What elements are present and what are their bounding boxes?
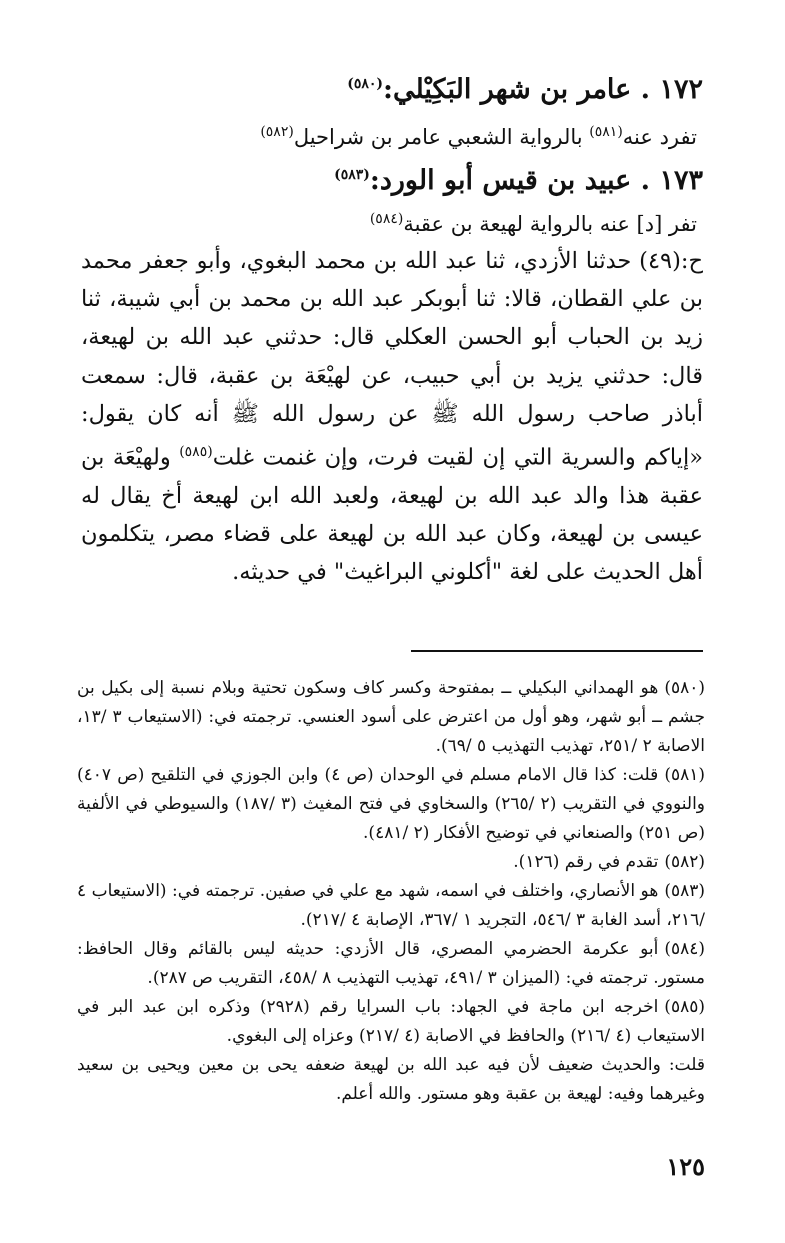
entry-line-text: تفر [د] عنه بالرواية لهيعة بن عقبة bbox=[403, 212, 697, 236]
footnote-ref: (٥٨٣) bbox=[334, 167, 370, 183]
entry-line-172 bbox=[77, 116, 697, 153]
entry-heading-text: ١٧٣ . عبيد بن قيس أبو الورد: bbox=[369, 165, 703, 196]
footnote-ref: (٥٨١) bbox=[589, 124, 623, 140]
footnote-remark: قلت: والحديث ضعيف لأن فيه عبد الله بن لهيعة ضعفه يحى بن معين ويحيى بن سعيد وغيرهما وفيه: لهيعة بن عقبة وهو مستور. والله أعلم. bbox=[77, 1055, 705, 1104]
footnote-ref: (٥٨٤) bbox=[369, 211, 404, 227]
hadith-text-part2: ولهيْعَة بن عقبة هذا والد عبد الله بن لهيعة، ولعبد الله ابن لهيعة أخ يقال له عيسى بن لهيعة، وكان عبد الله بن لهيعة على قضاء مصر، يتكلمون أهل الحديث على لغة "أكلوني البراغيث" في حديثه. bbox=[81, 444, 703, 586]
entry-heading-172 bbox=[63, 66, 703, 108]
footnote-text: اخرجه ابن ماجة في الجهاد: باب السرايا رقم (٢٩٢٨) وذكره ابن عبد البر في الاستيعاب (٤ /٢١٦) والحافظ في الاصابة (٤ /٢١٧) وعزاه إلى البغوي. bbox=[77, 997, 705, 1046]
entry-line-173 bbox=[77, 203, 697, 240]
footnotes-section bbox=[77, 674, 705, 1109]
footnote-text: هو الأنصاري، واختلف في اسمه، شهد مع علي في صفين. ترجمته في: (الاستيعاب ٤ /٢١٦، أسد الغابة ٣ /٥٤٦، التجريد ١ /٣٦٧، الإصابة ٤ /٢١٧). bbox=[77, 881, 705, 930]
entry-line-rest: بالرواية الشعبي عامر بن شراحيل bbox=[293, 125, 590, 149]
footnote-text: قلت: كذا قال الامام مسلم في الوحدان (ص ٤) وابن الجوزي في التلقيح (ص ٤٠٧) والنووي في التقريب (٢ /٢٦٥) والسخاوي في فتح المغيث (٣ /١٨٧) والسيوطي في الألفية (ص ٢٥١) والصنعاني في توضيح الأفكار (٢ /٤٨١). bbox=[77, 765, 705, 843]
footnote-number: (٥٨٤) bbox=[664, 939, 705, 959]
entry-heading-text: ١٧٢ . عامر بن شهر البَكِيْلي: bbox=[383, 74, 703, 105]
hadith-text-part1: ح:(٤٩) حدثنا الأزدي، ثنا عبد الله بن محمد البغوي، وأبو جعفر محمد بن علي القطان، قالا: ثنا أبوبكر عبد الله بن محمد بن أبي شيبة، ثنا زيد بن الحباب أبو الحسن العكلي قال: حدثني عبد الله بن لهيعة، قال: حدثني يزيد بن أبي حبيب، عن لهيْعَة بن عقبة، قال: سمعت أباذر صاحب رسول الله ﷺ عن رسول الله ﷺ أنه كان يقول: «إياكم والسرية التي إن لقيت فرت، وإن غنمت غلت bbox=[81, 248, 703, 471]
footnote-number: (٥٨٢) bbox=[664, 852, 705, 872]
footnote-number: (٥٨٥) bbox=[664, 997, 705, 1017]
footnote-582 bbox=[77, 848, 705, 877]
footnote-ref: (٥٨٥) bbox=[179, 444, 213, 461]
footnote-581 bbox=[77, 761, 705, 848]
footnote-ref: (٥٨٢) bbox=[260, 124, 294, 140]
footnote-number: (٥٨١) bbox=[664, 765, 705, 785]
footnote-text: هو الهمداني البكيلي ــ بمفتوحة وكسر كاف وسكون تحتية وبلام نسبة إلى بكيل بن جشم ــ أبو شهر، وهو أول من اعترض على أسود العنسي. ترجمته في: (الاستيعاب ٣ /١٣، الاصابة ٢ /٢٥١، تهذيب التهذيب ٥ /٦٩). bbox=[77, 678, 705, 756]
footnote-text: تقدم في رقم (١٢٦). bbox=[513, 852, 659, 872]
page-number: ١٢٥ bbox=[666, 1152, 705, 1181]
footnote-585 bbox=[77, 993, 705, 1051]
footnote-number: (٥٨٠) bbox=[664, 678, 705, 698]
footnote-583 bbox=[77, 877, 705, 935]
footnote-text: أبو عكرمة الحضرمي المصري، قال الأزدي: حديثه ليس بالقائم وقال الحافظ: مستور. ترجمته في: (الميزان ٣ /٤٩١، تهذيب التهذيب ٨ /٤٥٨، التقريب ص ٢٨٧). bbox=[77, 939, 705, 988]
footnote-580 bbox=[77, 674, 705, 761]
hadith-paragraph bbox=[81, 242, 703, 591]
footnote-ref: (٥٨٠) bbox=[347, 76, 383, 92]
footnote-number: (٥٨٣) bbox=[664, 881, 705, 901]
footnote-divider bbox=[411, 650, 703, 652]
entry-line-text: تفرد عنه bbox=[622, 125, 697, 149]
entry-heading-173 bbox=[63, 157, 703, 199]
footnote-584 bbox=[77, 935, 705, 993]
